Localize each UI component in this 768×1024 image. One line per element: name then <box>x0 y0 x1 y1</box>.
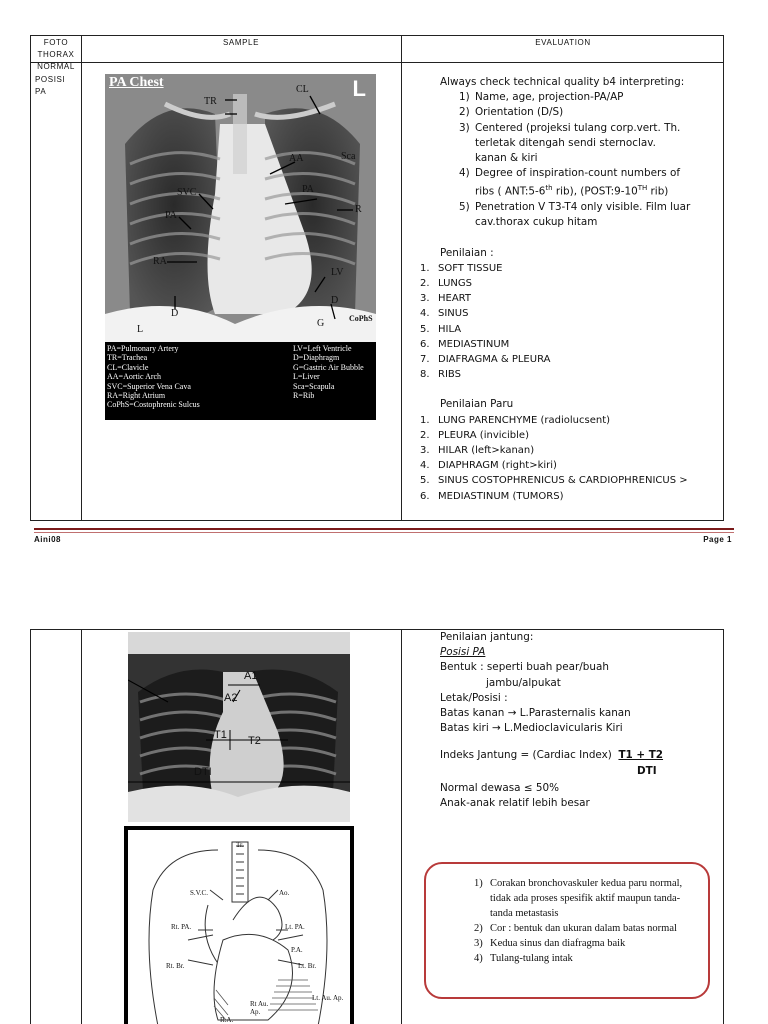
diagram-label: Lt. Br. <box>298 962 317 970</box>
legend-item: L=Liver <box>293 372 320 382</box>
check-number: 5) <box>459 201 470 214</box>
xray-label: SVC <box>177 187 197 198</box>
diagram-label: S.V.C. <box>190 889 208 897</box>
technical-quality-intro: Always check technical quality b4 interpreting: <box>440 76 685 88</box>
list-item: 5. SINUS COSTOPHRENICUS & CARDIOPHRENICUS > <box>420 475 688 487</box>
legend-right-column <box>293 344 364 400</box>
list-item: 4. SINUS <box>420 308 469 320</box>
diagram-label: R.A. <box>220 1016 234 1024</box>
legend-item: TR=Trachea <box>107 353 148 363</box>
diagram-label: Rt. Br. <box>166 962 185 970</box>
check-item <box>420 105 720 120</box>
penilaian-title: Penilaian : <box>440 246 494 259</box>
xray-label: CoPhS <box>349 314 373 323</box>
xray-label-t1: T1 <box>214 729 227 741</box>
diagram-label: Rt Au. Ap. <box>250 1000 269 1016</box>
list-item: 7. DIAFRAGMA & PLEURA <box>420 353 551 365</box>
check-number: 3) <box>459 121 470 134</box>
list-item: 4) Tulang-tulang intak <box>474 953 573 964</box>
check-number: 1) <box>459 91 470 104</box>
check-item <box>420 166 720 181</box>
diagram-label: Rt. PA. <box>171 923 192 931</box>
cardiac-index-denominator: DTI <box>637 764 657 777</box>
xray-label: RA <box>153 256 167 267</box>
xray-label-a1: A1 <box>244 670 258 682</box>
footer-author: Aini08 <box>34 535 62 544</box>
xray-label: TR <box>204 96 217 107</box>
header-sample: SAMPLE <box>222 38 260 47</box>
list-item: 1. SOFT TISSUE <box>420 262 503 274</box>
diagram-label: P.A. <box>291 946 303 954</box>
anak-anak-text: Anak-anak relatif lebih besar <box>440 797 590 810</box>
list-item: 1) Corakan bronchovaskuler kedua paru normal, tidak ada proses spesifik aktif maupun tanda-tanda metastasis <box>474 878 683 919</box>
list-item: 2. PLEURA (invicible) <box>420 429 529 441</box>
xray-title: PA Chest <box>109 75 164 90</box>
legend-item: CoPhS=Costophrenic Sulcus <box>107 400 200 410</box>
page1-evaluation <box>420 75 720 504</box>
penilaian-paru-list <box>420 413 720 504</box>
list-item: 6. MEDIASTINUM (TUMORS) <box>420 490 564 502</box>
xray-label: G <box>317 318 325 329</box>
xray-label: Sca <box>341 151 356 162</box>
check-text: Degree of inspiration-count numbers of <box>475 167 681 180</box>
legend-item: Sca=Scapula <box>293 381 335 391</box>
normal-dewasa-text: Normal dewasa ≤ 50% <box>440 781 559 794</box>
xray-legend <box>105 342 376 420</box>
cardiac-index-xray <box>128 632 350 822</box>
check-item <box>420 121 720 136</box>
footer-page-number: Page 1 <box>703 535 732 544</box>
xray-label: D <box>171 308 179 319</box>
xray-label-dti: DTI <box>194 766 212 778</box>
legend-item: RA=Right Atrium <box>107 391 166 401</box>
batas-kanan-text: Batas kanan → L.Parasternalis kanan <box>440 707 631 720</box>
diagram-label: Ao. <box>279 889 290 897</box>
batas-kiri-text: Batas kiri → L.Medioclavicularis Kiri <box>440 722 623 735</box>
cardiac-index-numerator: T1 + T2 <box>618 749 664 762</box>
indeks-jantung-row <box>440 748 720 763</box>
pa-chest-xray <box>105 74 376 420</box>
conclusion-list <box>474 876 690 966</box>
penilaian-list <box>420 261 720 383</box>
legend-item: D=Diaphragm <box>293 353 340 363</box>
legend-item: R=Rib <box>293 391 315 401</box>
header-foto-thorax: FOTO THORAX NORMAL <box>37 38 75 71</box>
xray-label: PA <box>302 184 314 195</box>
legend-item: AA=Aortic Arch <box>107 372 162 382</box>
list-item: 3. HILAR (left>kanan) <box>420 444 535 456</box>
xray-label: CL <box>296 84 309 95</box>
xray-image <box>128 632 350 822</box>
list-item: 5. HILA <box>420 323 462 335</box>
xray-label-t2: T2 <box>248 735 261 747</box>
list-item: 4. DIAPHRAGM (right>kiri) <box>420 460 557 472</box>
diagram-label: Tr. <box>236 841 244 849</box>
page2-evaluation <box>440 630 720 811</box>
header-evaluation: EVALUATION <box>535 38 591 47</box>
xray-label: L <box>137 324 144 335</box>
check-text: Orientation (D/S) <box>475 106 564 119</box>
diagram-label: Lt. Au. Ap. <box>312 994 344 1002</box>
check-number: 4) <box>459 167 470 180</box>
bentuk-text: Bentuk : seperti buah pear/buah <box>440 661 609 674</box>
footer-rule <box>34 528 734 530</box>
legend-item: G=Gastric Air Bubble <box>293 362 364 372</box>
check-text-cont: ribs ( ANT:5-6th rib), (POST:9-10TH rib) <box>475 184 669 198</box>
xray-label: R <box>355 204 362 215</box>
list-item: 1. LUNG PARENCHYME (radiolucsent) <box>420 414 611 426</box>
diagram-label: Lt. PA. <box>285 923 305 931</box>
list-item: 2. LUNGS <box>420 277 472 289</box>
xray-label: PA <box>165 210 177 221</box>
xray-label-a2: A2 <box>224 692 238 704</box>
check-item <box>420 200 720 215</box>
row-label-posisi-pa: POSISI PA <box>35 75 66 96</box>
list-item: 2) Cor : bentuk dan ukuran dalam batas normal <box>474 923 677 934</box>
xray-label: LV <box>331 267 344 278</box>
bentuk-text-cont: jambu/alpukat <box>486 676 561 689</box>
list-item: 6. MEDIASTINUM <box>420 338 510 350</box>
xray-label: D <box>331 295 339 306</box>
xray-corner-marker: L <box>352 76 366 101</box>
list-item: 3) Kedua sinus dan diafragma baik <box>474 938 626 949</box>
conclusion-box <box>424 862 710 999</box>
posisi-pa-heading: Posisi PA <box>440 646 486 659</box>
check-text: Penetration V T3-T4 only visible. Film luar <box>475 201 691 214</box>
letak-text: Letak/Posisi : <box>440 691 508 704</box>
check-text: Name, age, projection-PA/AP <box>475 91 624 104</box>
heart-diagram <box>124 826 354 1024</box>
check-text: Centered (projeksi tulang corp.vert. Th. <box>475 121 681 134</box>
xray-label: AA <box>289 153 304 164</box>
indeks-jantung-label: Indeks Jantung = (Cardiac Index) <box>440 749 612 762</box>
legend-item: LV=Left Ventricle <box>293 344 352 353</box>
check-text-cont: kanan & kiri <box>475 152 538 165</box>
legend-item: PA=Pulmonary Artery <box>107 344 179 353</box>
legend-item: CL=Clavicle <box>107 362 149 372</box>
list-item: 8. RIBS <box>420 369 461 381</box>
list-item: 3. HEART <box>420 293 472 305</box>
legend-left-column <box>107 344 200 410</box>
footer-rule-thin <box>34 532 734 533</box>
check-text-cont: terletak ditengah sendi sternoclav. <box>475 136 656 149</box>
check-number: 2) <box>459 106 470 119</box>
check-text-cont: cav.thorax cukup hitam <box>475 216 598 229</box>
penilaian-jantung-title: Penilaian jantung: <box>440 631 534 643</box>
legend-item: SVC=Superior Vena Cava <box>107 381 191 391</box>
penilaian-paru-title: Penilaian Paru <box>440 398 514 411</box>
check-item <box>420 90 720 105</box>
